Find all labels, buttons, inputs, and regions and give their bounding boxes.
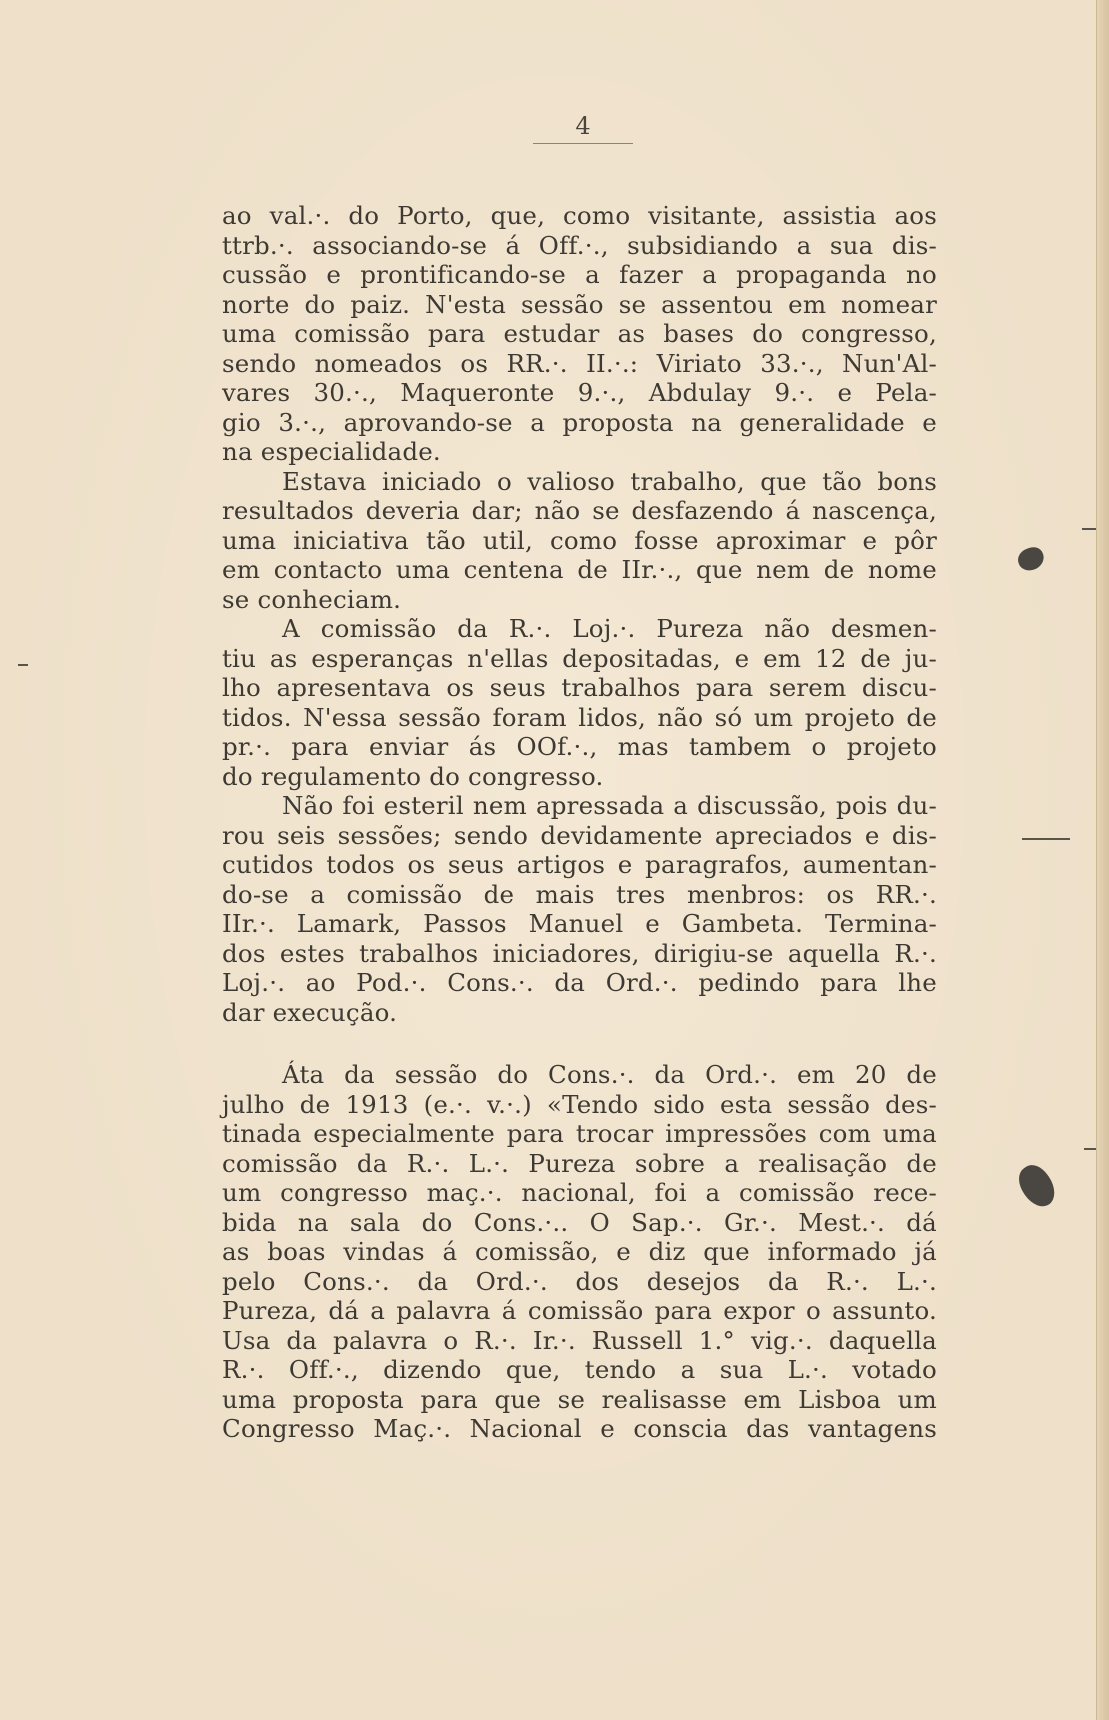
text-line: resultados deveria dar; não se desfazendo á nascença, bbox=[222, 496, 937, 525]
text-line: norte do paiz. N'esta sessão se assentou em nomear bbox=[222, 289, 937, 319]
text-line: uma comissão para estudar as bases do congresso, bbox=[222, 319, 937, 348]
paragraph-gap bbox=[222, 1027, 937, 1060]
text-line: Não foi esteril nem apressada a discussão, pois du- bbox=[282, 791, 937, 820]
text-line: comissão da R.·. L.·. Pureza sobre a realisação de bbox=[222, 1148, 937, 1178]
text-line: Loj.·. ao Pod.·. Cons.·. da Ord.·. pedindo para lhe bbox=[222, 968, 937, 997]
body-text bbox=[222, 201, 937, 1444]
text-line: as boas vindas á comissão, e diz que informado já bbox=[222, 1237, 937, 1266]
text-line: tinada especialmente para trocar impressões com uma bbox=[222, 1119, 937, 1148]
text-line: ttrb.·. associando-se á Off.·., subsidiando a sua dis- bbox=[222, 230, 937, 260]
text-line: Áta da sessão do Cons.·. da Ord.·. em 20 de bbox=[282, 1060, 937, 1089]
text-line: gio 3.·., aprovando-se a proposta na generalidade e bbox=[222, 407, 937, 437]
margin-mark bbox=[1084, 1148, 1096, 1150]
text-line: IIr.·. Lamark, Passos Manuel e Gambeta. Termina- bbox=[222, 909, 937, 938]
text-line: A comissão da R.·. Loj.·. Pureza não desmen- bbox=[282, 614, 937, 643]
text-line: vares 30.·., Maqueronte 9.·., Abdulay 9.·. e Pela- bbox=[222, 378, 937, 407]
text-line: em contacto uma centena de IIr.·., que nem de nome bbox=[222, 555, 937, 584]
text-line: julho de 1913 (e.·. v.·.) «Tendo sido esta sessão des- bbox=[222, 1089, 937, 1119]
text-line: uma iniciativa tão util, como fosse aproximar e pôr bbox=[222, 525, 937, 555]
text-line: tiu as esperanças n'ellas depositadas, e em 12 de ju- bbox=[222, 643, 937, 673]
text-line: lho apresentava os seus trabalhos para serem discu- bbox=[222, 673, 937, 702]
text-line: rou seis sessões; sendo devidamente apreciados e dis- bbox=[222, 820, 937, 850]
text-line: ao val.·. do Porto, que, como visitante, assistia aos bbox=[222, 201, 937, 230]
text-line: pr.·. para enviar ás OOf.·., mas tambem o projeto bbox=[222, 732, 937, 761]
ink-blot bbox=[1012, 1159, 1062, 1212]
text-line: Congresso Maç.·. Nacional e conscia das vantagens bbox=[222, 1414, 937, 1443]
text-line: uma proposta para que se realisasse em Lisboa um bbox=[222, 1384, 937, 1414]
text-line: sendo nomeados os RR.·. II.·.: Viriato 33.·., Nun'Al- bbox=[222, 348, 937, 378]
margin-mark bbox=[18, 664, 28, 666]
text-line: se conheciam. bbox=[222, 584, 402, 614]
text-line: Usa da palavra o R.·. Ir.·. Russell 1.° vig.·. daquella bbox=[222, 1325, 937, 1355]
text-line: do regulamento do congresso. bbox=[222, 761, 604, 791]
text-line: R.·. Off.·., dizendo que, tendo a sua L.·. votado bbox=[222, 1355, 937, 1384]
text-line: dos estes trabalhos iniciadores, dirigiu-se aquella R.·. bbox=[222, 938, 937, 968]
margin-mark bbox=[1022, 838, 1070, 840]
page-edge bbox=[1096, 0, 1109, 1720]
text-line: bida na sala do Cons.·.. O Sap.·. Gr.·. Mest.·. dá bbox=[222, 1207, 937, 1237]
margin-mark bbox=[1082, 528, 1096, 530]
page-number-rule bbox=[533, 143, 633, 144]
text-line: na especialidade. bbox=[222, 437, 441, 466]
ink-blot bbox=[1015, 544, 1047, 574]
text-line: pelo Cons.·. da Ord.·. dos desejos da R.·. L.·. bbox=[222, 1266, 937, 1296]
page-number: 4 bbox=[575, 112, 591, 140]
text-line: tidos. N'essa sessão foram lidos, não só um projeto de bbox=[222, 702, 937, 732]
text-line: cutidos todos os seus artigos e paragrafos, aumentan- bbox=[222, 850, 937, 879]
text-line: cussão e prontificando-se a fazer a propaganda no bbox=[222, 260, 937, 289]
text-line: dar execução. bbox=[222, 997, 398, 1027]
text-line: do-se a comissão de mais tres menbros: os RR.·. bbox=[222, 879, 937, 909]
text-line: Pureza, dá a palavra á comissão para expor o assunto. bbox=[222, 1296, 937, 1325]
text-line: Estava iniciado o valioso trabalho, que tão bons bbox=[282, 466, 937, 496]
text-line: um congresso maç.·. nacional, foi a comissão rece- bbox=[222, 1178, 937, 1207]
